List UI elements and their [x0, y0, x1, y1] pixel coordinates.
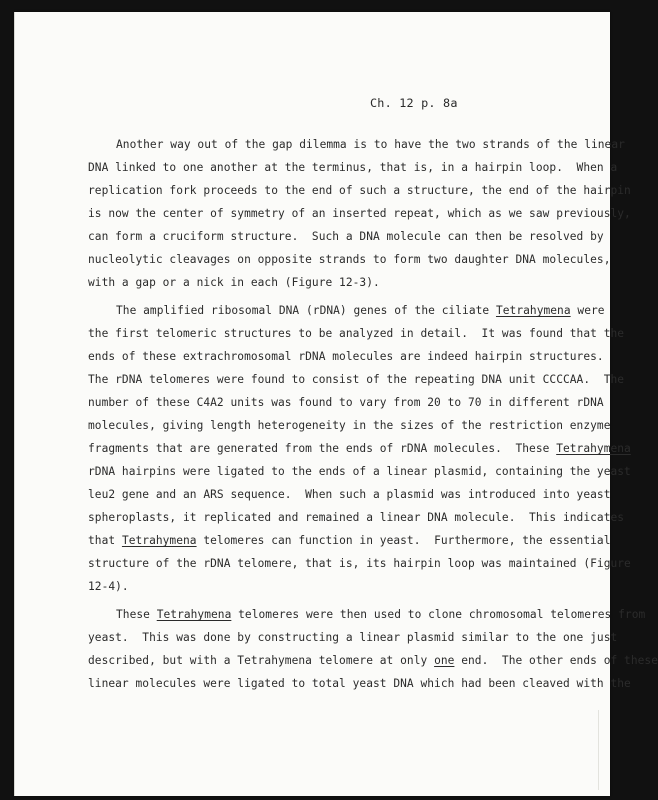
- text-segment: telomeres can function in yeast. Furthermore, the essential: [196, 534, 611, 547]
- text-line: [88, 534, 611, 547]
- text-line: linear molecules were ligated to total yeast DNA which had been cleaved with the: [88, 677, 631, 690]
- text-line: the first telomeric structures to be analyzed in detail. It was found that the: [88, 327, 625, 340]
- underlined-term: Tetrahymena: [556, 442, 631, 455]
- text-line: nucleolytic cleavages on opposite strands to form two daughter DNA molecules,: [88, 253, 611, 266]
- text-line: is now the center of symmetry of an inserted repeat, which as we saw previously,: [88, 207, 631, 220]
- page-header: Ch. 12 p. 8a: [370, 96, 458, 110]
- text-line: [88, 442, 631, 455]
- text-line: can form a cruciform structure. Such a DNA molecule can then be resolved by: [88, 230, 604, 243]
- paper-crease: [598, 710, 599, 790]
- text-segment: described, but with a Tetrahymena telomere at only: [88, 654, 435, 667]
- underlined-term: Tetrahymena: [495, 304, 571, 317]
- text-line: [88, 654, 658, 667]
- text-line: molecules, giving length heterogeneity in the sizes of the restriction enzyme: [88, 419, 611, 432]
- text-segment: end. The other ends of these: [454, 654, 658, 667]
- text-segment: telomeres were then used to clone chromosomal telomeres from: [231, 608, 646, 621]
- text-line: replication fork proceeds to the end of such a structure, the end of the hairpin: [88, 184, 631, 197]
- text-segment: The amplified ribosomal DNA (rDNA) genes of the ciliate: [116, 304, 496, 317]
- underlined-term: Tetrahymena: [121, 534, 197, 547]
- text-segment: that: [88, 534, 122, 547]
- text-line: leu2 gene and an ARS sequence. When such a plasmid was introduced into yeast: [88, 488, 611, 501]
- text-segment: were: [570, 304, 605, 317]
- text-line: DNA linked to one another at the terminus, that is, in a hairpin loop. When a: [88, 161, 618, 174]
- underlined-term: one: [434, 654, 455, 667]
- text-line: The rDNA telomeres were found to consist of the repeating DNA unit CCCCAA. The: [88, 373, 625, 386]
- text-segment: These: [116, 608, 157, 621]
- text-line: [116, 608, 645, 621]
- text-line: 12-4).: [88, 580, 129, 593]
- text-line: number of these C4A2 units was found to vary from 20 to 70 in different rDNA: [88, 396, 604, 409]
- text-line: spheroplasts, it replicated and remained a linear DNA molecule. This indicates: [88, 511, 625, 524]
- text-line: with a gap or a nick in each (Figure 12-3).: [88, 276, 380, 289]
- text-line: [116, 304, 605, 317]
- text-line: rDNA hairpins were ligated to the ends of a linear plasmid, containing the yeast: [88, 465, 631, 478]
- text-line: ends of these extrachromosomal rDNA molecules are indeed hairpin structures.: [88, 350, 604, 363]
- text-segment: fragments that are generated from the ends of rDNA molecules. These: [88, 442, 557, 455]
- text-line: structure of the rDNA telomere, that is, its hairpin loop was maintained (Figure: [88, 557, 631, 570]
- underlined-term: Tetrahymena: [156, 608, 232, 621]
- text-line: Another way out of the gap dilemma is to have the two strands of the linear: [116, 138, 625, 151]
- text-line: yeast. This was done by constructing a linear plasmid similar to the one just: [88, 631, 618, 644]
- page-edge: [14, 12, 15, 796]
